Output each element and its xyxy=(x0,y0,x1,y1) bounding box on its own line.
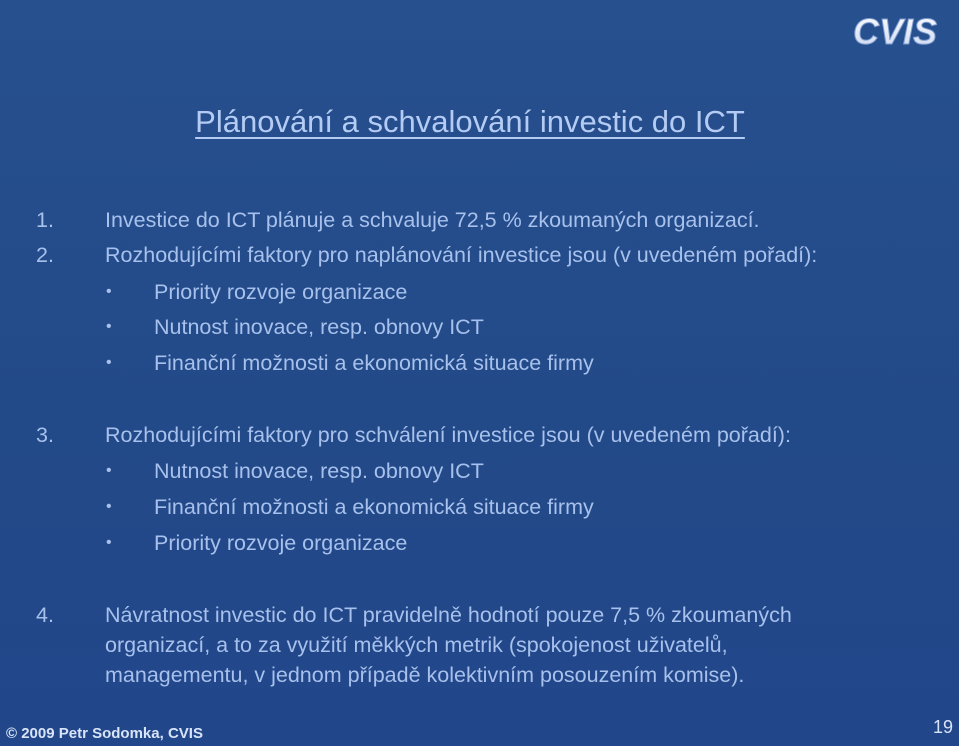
item-text: organizací, a to za využití měkkých metrik (spokojenost uživatelů, xyxy=(105,633,728,657)
bullet-icon: • xyxy=(106,318,112,335)
slide-title: Plánování a schvalování investic do ICT xyxy=(195,104,745,139)
bullet-text: Finanční možnosti a ekonomická situace firmy xyxy=(154,351,594,375)
item-number: 3. xyxy=(36,423,54,447)
bullet-text: Nutnost inovace, resp. obnovy ICT xyxy=(154,315,484,339)
item-text: Investice do ICT plánuje a schvaluje 72,5 % zkoumaných organizací. xyxy=(105,208,760,232)
bullet-icon: • xyxy=(106,283,112,300)
bullet-text: Priority rozvoje organizace xyxy=(154,531,408,555)
svg-text:CVIS: CVIS xyxy=(852,11,938,52)
cvis-logo-icon xyxy=(845,6,945,56)
bullet-text: Finanční možnosti a ekonomická situace firmy xyxy=(154,495,594,519)
item-text: Návratnost investic do ICT pravidelně hodnotí pouze 7,5 % zkoumaných xyxy=(105,603,792,627)
bullet-text: Priority rozvoje organizace xyxy=(154,280,408,304)
item-text: Rozhodujícími faktory pro naplánování investice jsou (v uvedeném pořadí): xyxy=(105,243,818,267)
item-text: managementu, v jednom případě kolektivním posouzením komise). xyxy=(105,663,745,687)
item-number: 1. xyxy=(36,208,54,232)
bullet-icon: • xyxy=(106,462,112,479)
item-number: 2. xyxy=(36,243,54,267)
page-number: 19 xyxy=(932,717,953,737)
bullet-text: Nutnost inovace, resp. obnovy ICT xyxy=(154,459,484,483)
bullet-icon: • xyxy=(106,498,112,515)
bullet-icon: • xyxy=(106,354,112,371)
footer-copyright: © 2009 Petr Sodomka, CVIS xyxy=(6,725,203,742)
item-text: Rozhodujícími faktory pro schválení investice jsou (v uvedeném pořadí): xyxy=(105,423,791,447)
bullet-icon: • xyxy=(106,534,112,551)
item-number: 4. xyxy=(36,603,54,627)
